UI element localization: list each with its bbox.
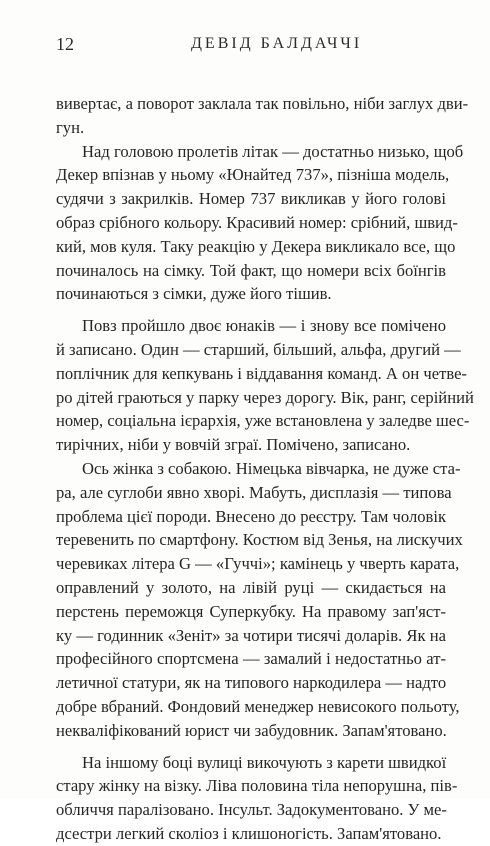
- running-head: ДЕВІД БАЛДАЧЧІ: [191, 35, 363, 52]
- text-line: стару жінку на візку. Ліва половина тіла непорушна, пів-: [56, 776, 458, 796]
- text-line: добре вбраний. Фондовий менеджер невисокого польоту,: [56, 696, 460, 716]
- text-line: ро дітей граються у парку через дорогу. Вік, ранг, серійний: [56, 387, 474, 407]
- text-line: черевиках літера G — «Гуччі»; камінець у чверть карата,: [56, 554, 460, 574]
- text-line: судячи з закрилків. Номер 737 викликав у його голові: [56, 189, 446, 209]
- paragraph: [56, 751, 458, 846]
- text-line: обличчя паралізовано. Інсульт. Задокументовано. У ме-: [56, 800, 447, 820]
- paragraph: [56, 457, 463, 743]
- text-line: На іншому боці вулиці викочують з карети швидкої: [82, 752, 447, 772]
- text-line: Над головою пролетів літак — достатньо низько, щоб: [82, 141, 464, 161]
- text-line: поплічник для кепкувань і віддавання команд. А он четве-: [56, 363, 467, 383]
- text-line: Повз пройшло двоє юнаків — і знову все помічено: [82, 316, 446, 336]
- text-line: летичної статури, як на типового наркодилера — надто: [56, 673, 447, 693]
- paragraph: [56, 92, 469, 140]
- paragraph: [56, 140, 464, 307]
- page-number: 12: [56, 34, 74, 54]
- text-line: Ось жінка з собакою. Німецька вівчарка, не дуже ста-: [82, 458, 461, 478]
- text-line: проблема цієї породи. Внесено до реєстру. Там чоловік: [56, 506, 447, 526]
- text-line: Декер впізнав у ньому «Юнайтед 737», пізніша модель,: [56, 165, 450, 185]
- page-header: [56, 34, 450, 60]
- text-line: номер, соціальна ієрархія, уже встановлена у заледве шес-: [56, 411, 470, 431]
- paragraph-gap: [56, 306, 446, 314]
- text-line: перстень переможця Суперкубку. На правому зап'яст-: [56, 601, 446, 621]
- text-line: ку — годинник «Зеніт» за чотири тисячі доларів. Як на: [56, 625, 446, 645]
- text-line: ра, але суглоби явно хворі. Мабуть, дисплазія — типова: [56, 482, 452, 502]
- body-text: [56, 92, 474, 846]
- text-line: дсестри легкий сколіоз і клишоногість. Запам'ятовано.: [56, 823, 442, 843]
- text-line: кий, мов куля. Таку реакцію у Декера викликало все, що: [56, 236, 456, 256]
- paragraph-gap: [56, 743, 446, 751]
- text-line: виверτає, а поворот заклала так повільно, ніби заглух дви-: [56, 94, 469, 113]
- text-line: тирічних, ніби у вовчій зграї. Помічено, записано.: [56, 435, 411, 455]
- text-line: починаються з сімки, дуже його тішив.: [56, 284, 332, 304]
- text-line: професійного спортсмена — замалий і недостатньо ат-: [56, 649, 446, 669]
- text-line: й записано. Один — старший, більший, альфа, другий —: [56, 339, 461, 359]
- text-line: гун.: [56, 117, 85, 137]
- text-line: починалось на сімку. Той факт, що номери всіх боїнгів: [56, 260, 446, 280]
- paragraph: [56, 314, 474, 457]
- text-line: некваліфікований юрист чи забудовник. Запам'ятовано.: [56, 720, 447, 740]
- text-line: образ срібного кольору. Красивий номер: срібний, швид-: [56, 212, 458, 232]
- text-line: оправлений у золото, на лівій руці — скидається на: [56, 577, 446, 597]
- text-line: теревенить по смартфону. Костюм від Зенья, на лискучих: [56, 530, 463, 550]
